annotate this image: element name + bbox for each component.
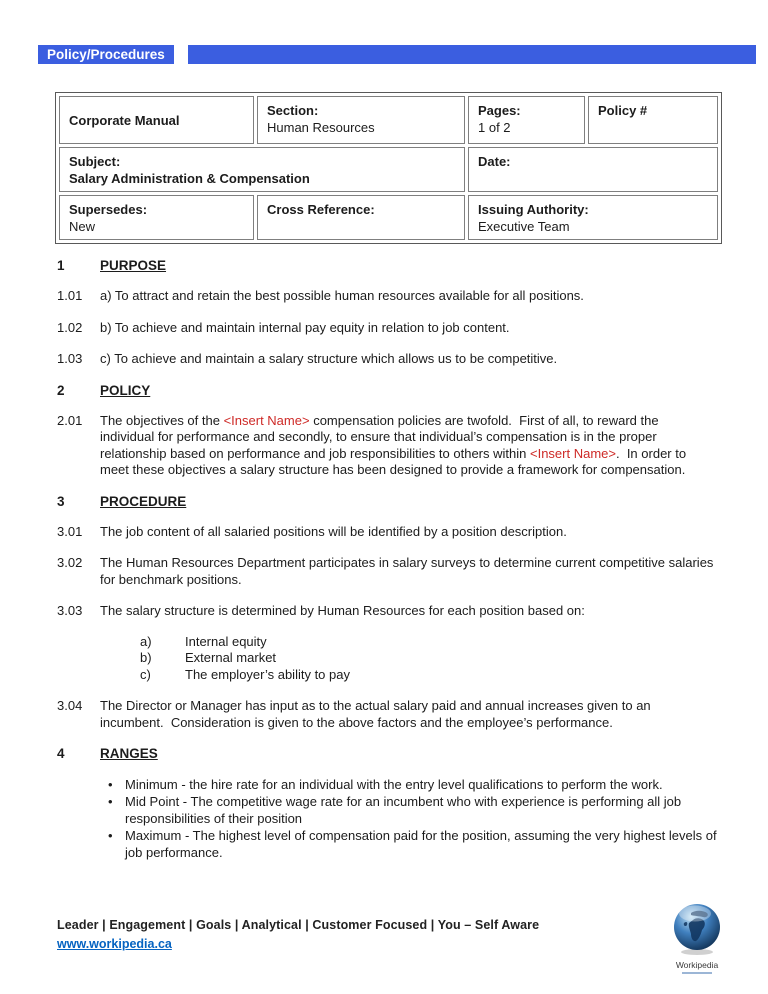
clause-3-03 bbox=[57, 603, 717, 620]
insert-name-placeholder: <Insert Name> bbox=[529, 445, 616, 461]
footer-values-line: Leader | Engagement | Goals | Analytical | Customer Focused | You – Self Aware bbox=[57, 918, 540, 932]
cell-corporate-manual bbox=[59, 96, 254, 144]
clause-number: 1.02 bbox=[57, 319, 83, 335]
cell-section bbox=[257, 96, 465, 144]
sublist-text: Internal equity bbox=[185, 633, 267, 649]
clause-number: 3.04 bbox=[57, 698, 83, 713]
cell-pages bbox=[468, 96, 585, 144]
subject-value: Salary Administration & Compensation bbox=[69, 171, 310, 186]
clause-text: a) To attract and retain the best possible human resources available for all positions. bbox=[100, 288, 584, 303]
document-info-table bbox=[55, 92, 722, 244]
cell-date bbox=[468, 147, 718, 192]
clause-text: The Director or Manager has input as to the actual salary paid and annual increases given to an incumbent. Consideration is given to the above factors and the employee’s performance. bbox=[100, 698, 655, 730]
clause-1-02 bbox=[57, 320, 717, 337]
sublist-text: External market bbox=[185, 650, 277, 665]
clause-text: The Human Resources Department participates in salary surveys to determine current competitive salaries for benchmark positions. bbox=[100, 555, 718, 587]
section-title: PROCEDURE bbox=[100, 493, 187, 509]
cell-policy-number bbox=[588, 96, 718, 144]
text-part: compensation policies are twofold. First of all, to reward the individual for performance and secondly, to ensure that individual’s compensation is in the proper relationship based on performance and job responsibilities to others within bbox=[100, 412, 663, 461]
bullet-minimum bbox=[108, 776, 717, 793]
bullet-text: Minimum - the hire rate for an individual with the entry level qualifications to perform the work. bbox=[125, 777, 663, 792]
workipedia-logo bbox=[668, 901, 726, 974]
sublist-text: The employer’s ability to pay bbox=[185, 666, 350, 682]
clause-1-03 bbox=[57, 351, 717, 368]
pages-label: Pages: bbox=[478, 103, 521, 118]
section-title: RANGES bbox=[100, 746, 158, 761]
bullet-maximum bbox=[108, 827, 721, 861]
clause-1-01 bbox=[57, 288, 717, 305]
section-label: Section: bbox=[267, 103, 319, 118]
cell-issuing-authority bbox=[468, 195, 718, 240]
section-heading-ranges bbox=[57, 746, 717, 761]
sublist-marker: a) bbox=[140, 633, 152, 649]
clause-number: 3.02 bbox=[57, 555, 83, 570]
text-part: The objectives of the bbox=[100, 412, 224, 428]
cell-supersedes bbox=[59, 195, 254, 240]
bullet-icon bbox=[108, 827, 125, 861]
clause-3-01 bbox=[57, 524, 717, 541]
clause-number: 2.01 bbox=[57, 412, 83, 428]
section-heading-policy bbox=[57, 383, 717, 398]
factor-sublist bbox=[140, 634, 717, 684]
logo-caption: Workipedia bbox=[675, 960, 719, 970]
issuing-authority-label: Issuing Authority: bbox=[478, 202, 589, 217]
section-number: 1 bbox=[57, 258, 65, 273]
section-title: POLICY bbox=[100, 382, 151, 398]
website-link[interactable]: www.workipedia.ca bbox=[57, 937, 172, 951]
clause-2-01 bbox=[57, 413, 717, 479]
clause-text: The salary structure is determined by Human Resources for each position based on: bbox=[100, 603, 585, 618]
cell-subject bbox=[59, 147, 465, 192]
clause-text bbox=[100, 413, 715, 479]
pages-value: 1 of 2 bbox=[478, 120, 511, 135]
issuing-authority-value: Executive Team bbox=[478, 219, 570, 234]
clause-number: 3.03 bbox=[57, 603, 83, 618]
sublist-marker: c) bbox=[140, 666, 151, 682]
corporate-manual-label: Corporate Manual bbox=[69, 113, 180, 128]
sublist-item-b bbox=[140, 650, 717, 667]
clause-text: c) To achieve and maintain a salary structure which allows us to be competitive. bbox=[100, 351, 558, 366]
insert-name-placeholder: <Insert Name> bbox=[223, 412, 310, 428]
bullet-icon bbox=[108, 776, 125, 793]
logo-tagline-bar bbox=[682, 972, 712, 974]
bullet-text: Maximum - The highest level of compensation paid for the position, assuming the very highest levels of job performance. bbox=[125, 828, 721, 860]
section-number: 4 bbox=[57, 746, 65, 761]
page-footer bbox=[57, 918, 539, 951]
bullet-mid-point bbox=[108, 793, 717, 827]
supersedes-label: Supersedes: bbox=[69, 202, 148, 217]
section-number: 2 bbox=[57, 382, 65, 398]
section-number: 3 bbox=[57, 493, 65, 509]
section-value: Human Resources bbox=[267, 120, 375, 135]
supersedes-value: New bbox=[69, 219, 96, 234]
section-heading-purpose bbox=[57, 258, 717, 273]
subject-label: Subject: bbox=[69, 154, 121, 169]
page-header-bar bbox=[38, 45, 756, 64]
clause-text: The job content of all salaried positions will be identified by a position description. bbox=[100, 523, 567, 539]
policy-procedures-tag: Policy/Procedures bbox=[38, 45, 174, 64]
sublist-item-c bbox=[140, 667, 717, 684]
cross-reference-label: Cross Reference: bbox=[267, 202, 375, 217]
text-part: . In order to meet these objectives a salary structure has been designed to provide a framework for compensation. bbox=[100, 445, 690, 477]
date-label: Date: bbox=[478, 154, 511, 169]
clause-number: 1.01 bbox=[57, 288, 83, 303]
header-accent-bar bbox=[188, 45, 756, 64]
sublist-marker: b) bbox=[140, 650, 152, 665]
clause-3-04 bbox=[57, 698, 717, 731]
clause-text: b) To achieve and maintain internal pay equity in relation to job content. bbox=[100, 319, 510, 335]
ranges-bullet-list bbox=[108, 776, 721, 861]
policy-number-label: Policy # bbox=[598, 103, 648, 118]
bullet-icon bbox=[108, 793, 125, 827]
section-title: PURPOSE bbox=[100, 258, 167, 273]
clause-number: 1.03 bbox=[57, 351, 83, 366]
globe-icon bbox=[671, 901, 723, 957]
clause-number: 3.01 bbox=[57, 523, 83, 539]
bullet-text: Mid Point - The competitive wage rate for an incumbent who with experience is performing all job responsibilities of their position bbox=[125, 794, 685, 826]
clause-3-02 bbox=[57, 555, 717, 588]
section-heading-procedure bbox=[57, 494, 717, 509]
sublist-item-a bbox=[140, 634, 717, 651]
cell-cross-reference bbox=[257, 195, 465, 240]
document-body bbox=[57, 258, 721, 876]
